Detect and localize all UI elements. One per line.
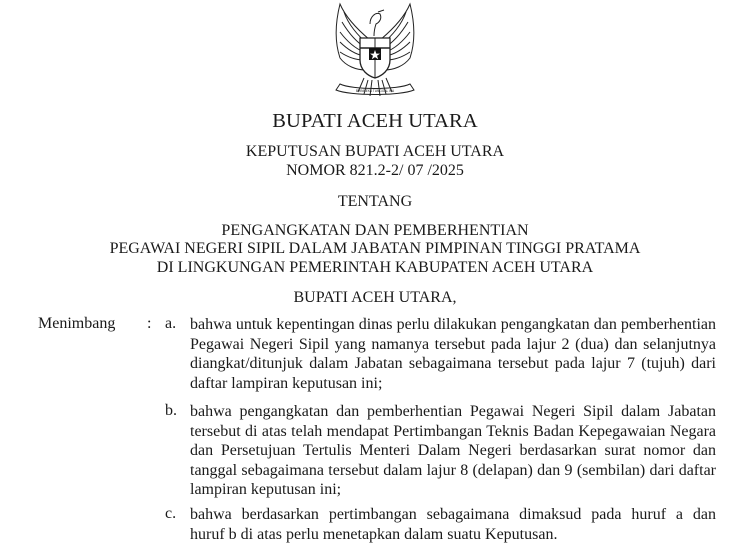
item-a-line-2: Pegawai Negeri Sipil yang namanya tersebut pada lajur 2 (dua) dan selanjutnya [190,335,716,355]
item-b-line-2: tersebut di atas telah mendapat Pertimbangan Teknis Badan Kepegawaian Negara [190,422,716,442]
item-a-line-3: diangkat/ditunjuk dalam Jabatan sebagaimana tersebut pada lajur 7 (tujuh) dari [190,354,716,374]
item-b-line-1: bahwa pengangkatan dan pemberhentian Pegawai Negeri Sipil dalam Jabatan [190,402,716,422]
item-c-line-2: huruf b di atas perlu menetapkan dalam suatu Keputusan. [190,525,716,544]
item-a-letter: a. [165,315,176,333]
item-b-line-5: lampiran keputusan ini; [190,480,716,500]
issuer-heading: BUPATI ACEH UTARA [0,110,750,133]
considerations-colon: : [147,315,151,333]
issuer-salutation: BUPATI ACEH UTARA, [0,289,750,307]
item-b-line-3: dan Persetujuan Tertulis Menteri Dalam Negeri berdasarkan surat nomor dan [190,441,716,461]
garuda-emblem-icon [318,0,432,106]
item-c-letter: c. [165,505,176,523]
subject-line-2: PEGAWAI NEGERI SIPIL DALAM JABATAN PIMPINAN TINGGI PRATAMA [0,240,750,258]
consideration-item-a [190,315,716,393]
consideration-item-b [190,402,716,500]
subject-line-3: DI LINGKUNGAN PEMERINTAH KABUPATEN ACEH UTARA [0,259,750,277]
about-label: TENTANG [0,193,750,211]
item-a-line-1: bahwa untuk kepentingan dinas perlu dilakukan pengangkatan dan pemberhentian [190,315,716,335]
item-a-line-4: daftar lampiran keputusan ini; [190,374,716,394]
decree-number: NOMOR 821.2-2/ 07 /2025 [0,162,750,180]
item-b-letter: b. [165,402,177,420]
consideration-item-c [190,505,716,544]
subject-line-1: PENGANGKATAN DAN PEMBERHENTIAN [0,222,750,240]
svg-text:BHINNEKA TUNGGAL IKA: BHINNEKA TUNGGAL IKA [356,89,395,93]
item-b-line-4: tanggal sebagaimana tersebut dalam lajur 8 (delapan) dan 9 (sembilan) dari daftar [190,461,716,481]
decree-title: KEPUTUSAN BUPATI ACEH UTARA [0,143,750,161]
considerations-label: Menimbang [38,315,115,333]
item-c-line-1: bahwa berdasarkan pertimbangan sebagaimana dimaksud pada huruf a dan [190,505,716,525]
